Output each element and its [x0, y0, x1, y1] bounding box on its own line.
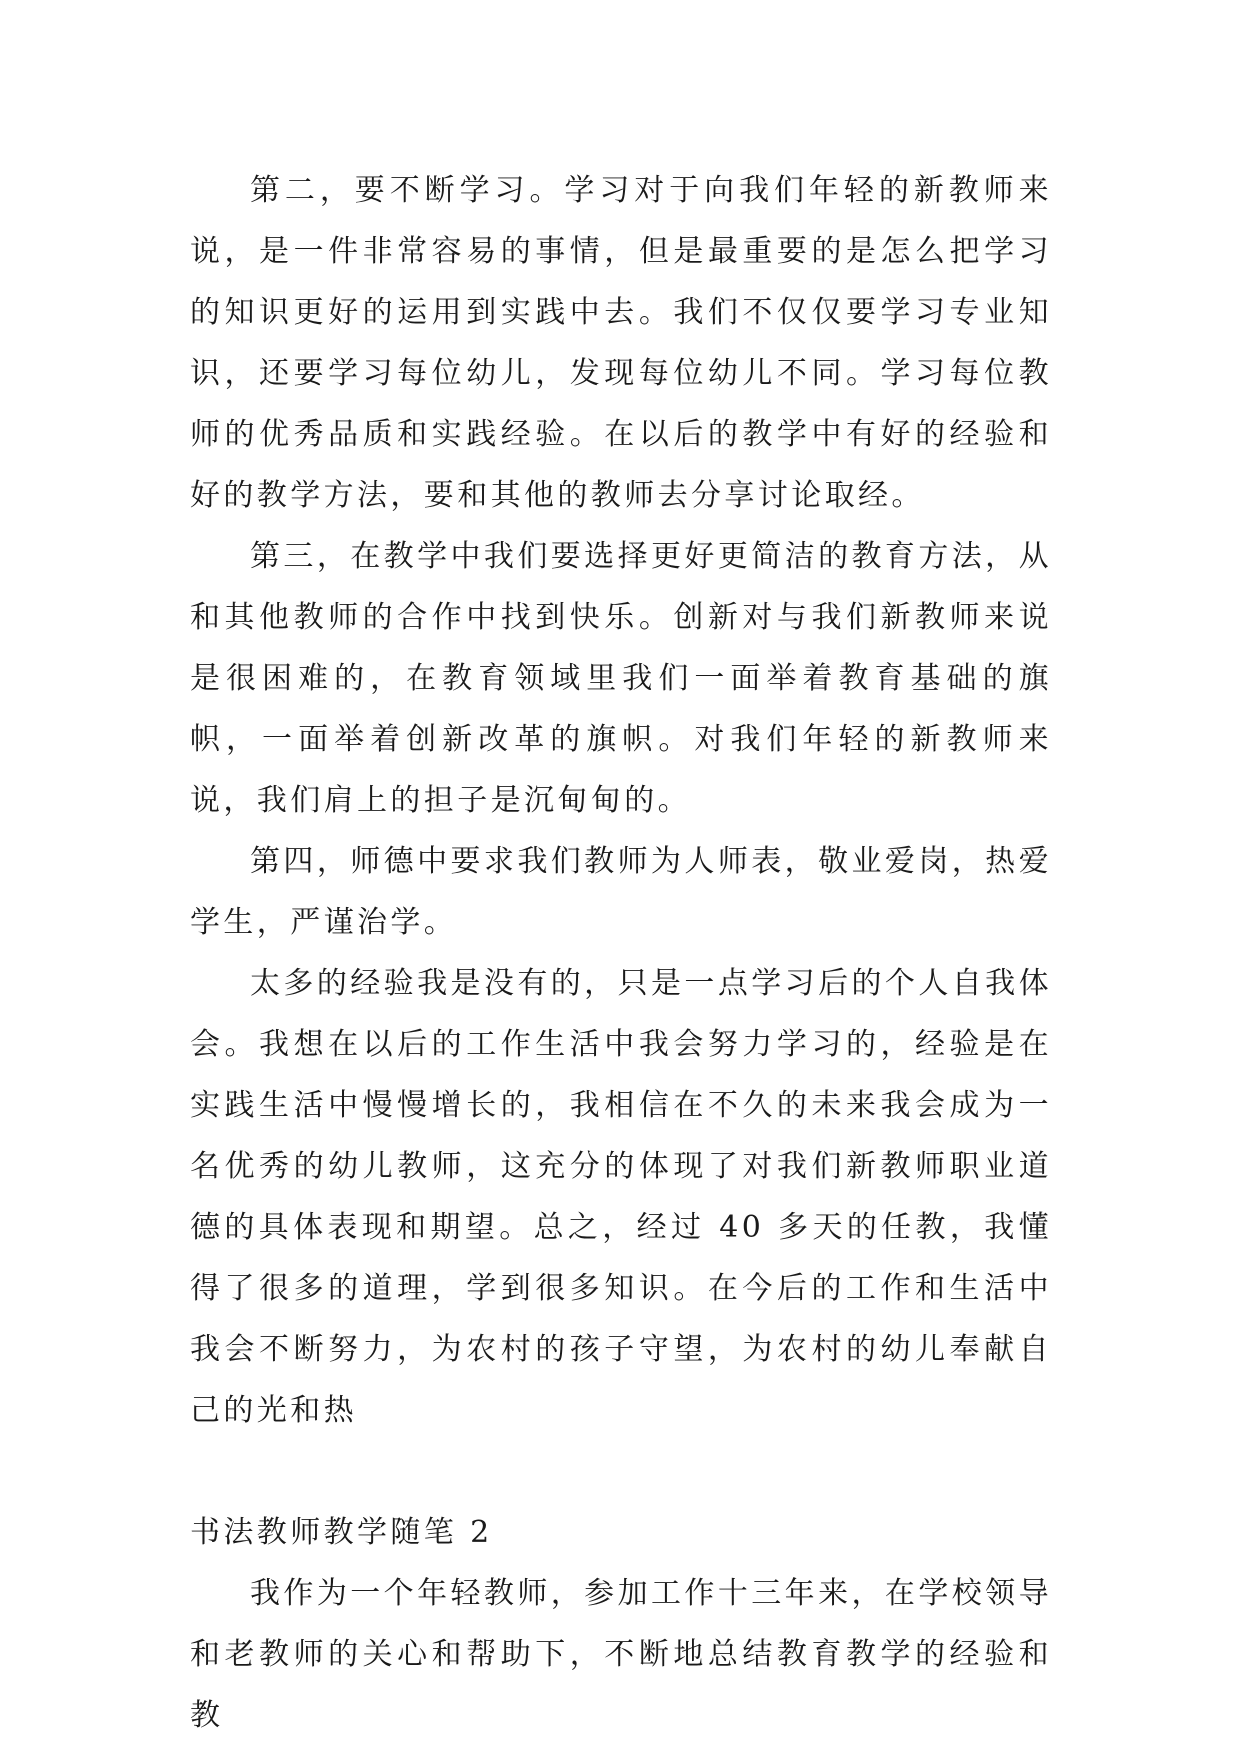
- paragraph-continuous-learning: 第二，要不断学习。学习对于向我们年轻的新教师来说，是一件非常容易的事情，但是最重要的是怎么把学习的知识更好的运用到实践中去。我们不仅仅要学习专业知识，还要学习每位幼儿，发现每位幼儿不同。学习每位教师的优秀品质和实践经验。在以后的教学中有好的经验和好的教学方法，要和其他的教师去分享讨论取经。: [190, 173, 1052, 513]
- paragraph-personal-reflection: 太多的经验我是没有的，只是一点学习后的个人自我体会。我想在以后的工作生活中我会努力学习的，经验是在实践生活中慢慢增长的，我相信在不久的未来我会成为一名优秀的幼儿教师，这充分的体现了对我们新教师职业道德的具体表现和期望。总之，经过 40 多天的任教，我懂得了很多的道理，学到很多知识。在今后的工作和生活中我会不断努力，为农村的孩子守望，为农村的幼儿奉献自己的光和热: [190, 966, 1052, 1428]
- document-body: [190, 160, 1052, 1746]
- section-title: 书法教师教学随笔 2: [190, 1515, 493, 1550]
- paragraph-teacher-ethics: 第四，师德中要求我们教师为人师表，敬业爱岗，热爱学生，严谨治学。: [190, 844, 1052, 940]
- paragraph-young-teacher: 我作为一个年轻教师，参加工作十三年来，在学校领导和老教师的关心和帮助下，不断地总结教育教学的经验和教: [190, 1576, 1052, 1733]
- paragraph-teaching-methods: 第三，在教学中我们要选择更好更简洁的教育方法，从和其他教师的合作中找到快乐。创新对与我们新教师来说是很困难的，在教育领域里我们一面举着教育基础的旗帜，一面举着创新改革的旗帜。对我们年轻的新教师来说，我们肩上的担子是沉甸甸的。: [190, 539, 1052, 818]
